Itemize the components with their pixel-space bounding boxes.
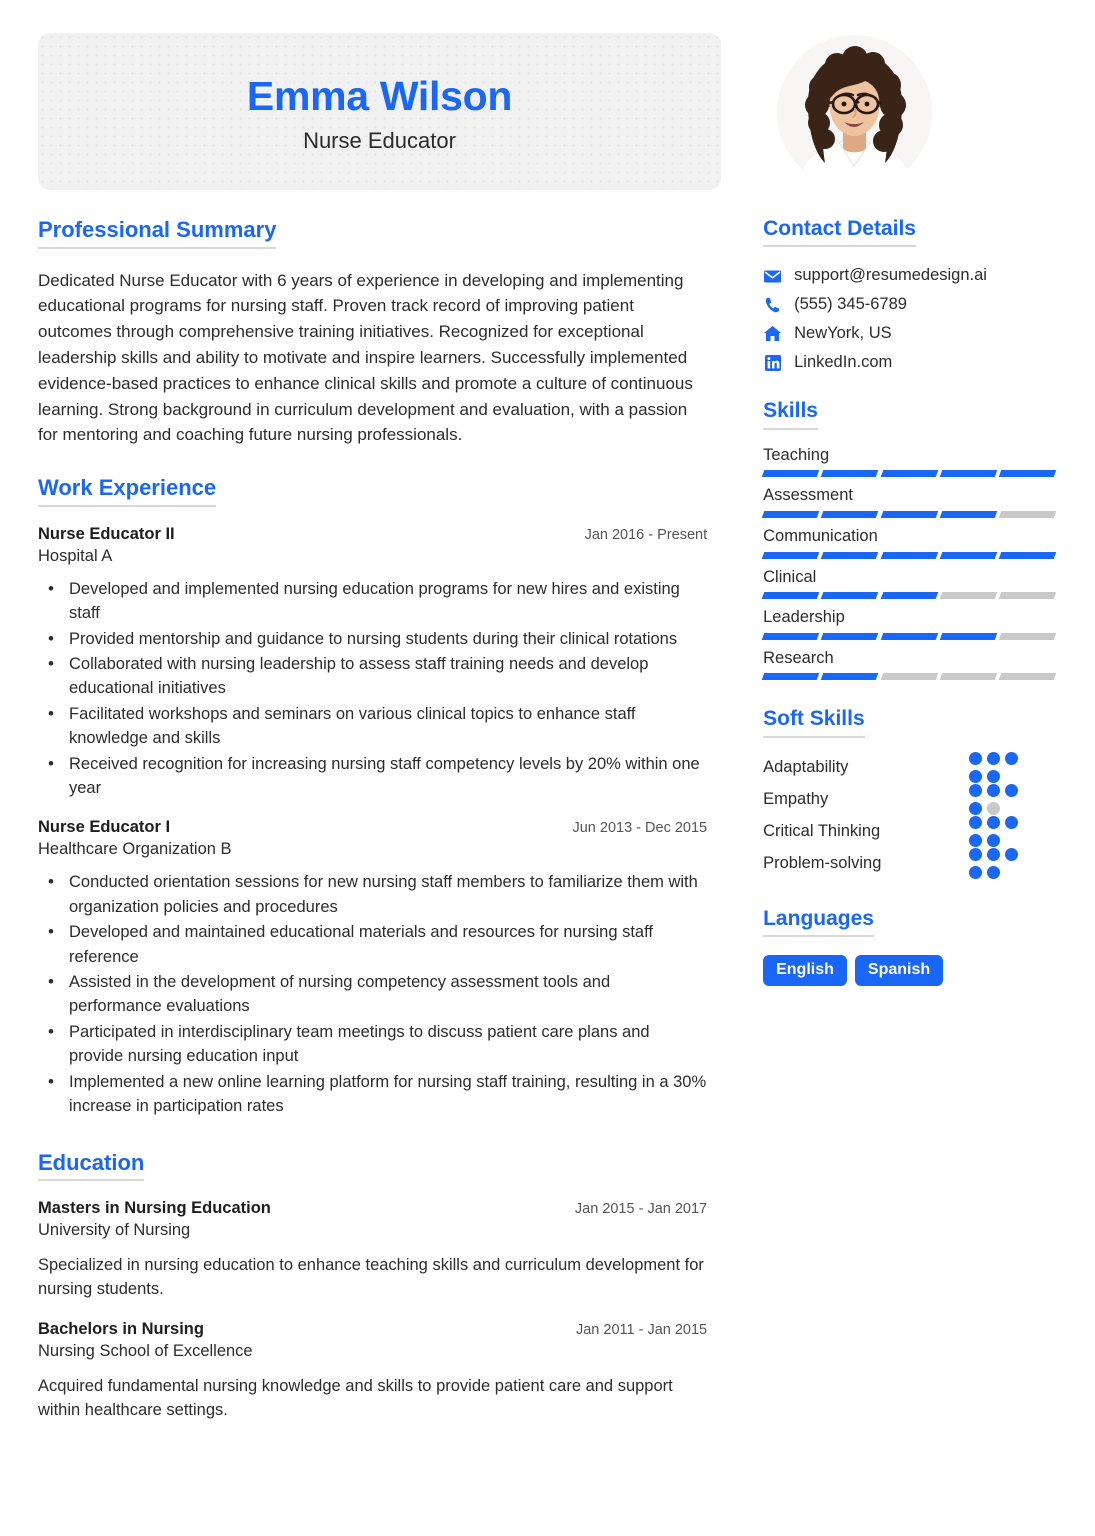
soft-skill-row: [763, 848, 1057, 880]
skill-row: [763, 567, 1057, 600]
soft-skill-row: [763, 752, 1057, 784]
skill-level-bar: [763, 673, 1055, 680]
linkedin-icon: [763, 354, 782, 371]
education-entry-title: Bachelors in Nursing: [38, 1319, 204, 1338]
education-entry: [38, 1199, 707, 1302]
envelope-icon: [763, 268, 782, 285]
work-entry-bullets: [38, 870, 707, 1118]
education-entry-title: Masters in Nursing Education: [38, 1199, 271, 1218]
education-entry-header: [38, 1199, 707, 1218]
work-entry-header: [38, 818, 707, 837]
work-entry-header: [38, 525, 707, 544]
skill-row: [763, 526, 1057, 559]
resume-body: [0, 216, 1095, 1423]
soft-skill-name: Adaptability: [763, 757, 849, 776]
work-entry-date: Jan 2016 - Present: [584, 526, 708, 543]
job-title: Nurse Educator: [303, 127, 456, 153]
contact-item-linkedin[interactable]: [763, 353, 1057, 373]
language-tag[interactable]: English: [763, 955, 847, 986]
soft-skill-dots: [969, 752, 1027, 783]
list-item: • Assisted in the development of nursing competency assessment tools and performance evaluations: [69, 970, 707, 1019]
list-item: • Facilitated workshops and seminars on various clinical topics to enhance staff knowledge and skills: [69, 702, 707, 751]
name-card: [38, 33, 721, 190]
contact-location-value: NewYork, US: [794, 323, 892, 342]
work-entry-date: Jun 2013 - Dec 2015: [572, 820, 708, 837]
skills-list: [763, 445, 1057, 681]
education-entry-header: [38, 1320, 707, 1339]
list-item: • Participated in interdisciplinary team meetings to discuss patient care plans and provide nursing education input: [69, 1020, 707, 1069]
contact-list: [763, 266, 1057, 372]
soft-skill-name: Empathy: [763, 789, 829, 808]
education-entry: [38, 1320, 707, 1423]
skill-row: [763, 607, 1057, 640]
work-entry-title: Nurse Educator I: [38, 818, 171, 837]
main-column: [38, 216, 707, 1423]
skill-name: Teaching: [763, 445, 830, 464]
soft-skill-dots: [969, 848, 1027, 879]
avatar: [777, 35, 932, 190]
home-icon: [763, 325, 782, 342]
education-entry-date: Jan 2011 - Jan 2015: [575, 1321, 708, 1338]
skill-name: Clinical: [763, 567, 817, 586]
sidebar-column: [763, 216, 1057, 986]
work-entry: [38, 525, 707, 801]
contact-linkedin-value: LinkedIn.com: [794, 352, 893, 371]
skill-level-bar: [763, 511, 1055, 518]
contact-phone-value: (555) 345-6789: [794, 295, 907, 314]
education-entry-date: Jan 2015 - Jan 2017: [574, 1201, 708, 1218]
summary-text: Dedicated Nurse Educator with 6 years of experience in developing and implementing educational programs for nursing staff. Proven track record of improving patient outcomes through comprehensive training initiatives. Recognized for exceptional leadership skills and ability to motivate and inspire learners. Successfully implemented evidence-based practices to enhance clinical skills and promote a culture of continuous learning. Strong background in curriculum development and evaluation, with a passion for mentoring and coaching future nursing professionals.: [38, 270, 693, 445]
section-professional-summary: [38, 216, 707, 448]
list-item: • Implemented a new online learning platform for nursing staff training, resulting in a 30% increase in participation rates: [69, 1070, 707, 1119]
education-entry-description: Specialized in nursing education to enhance teaching skills and curriculum development for nursing students.: [38, 1256, 704, 1299]
education-entry-description: Acquired fundamental nursing knowledge and skills to provide patient care and support within healthcare settings.: [38, 1376, 673, 1420]
avatar-wrapper: [777, 35, 932, 190]
section-heading-summary: Professional Summary: [38, 216, 276, 249]
education-entry-organization: Nursing School of Excellence: [38, 1341, 253, 1360]
section-soft-skills: [763, 706, 1057, 879]
section-work-experience: [38, 474, 707, 1118]
skill-level-bar: [763, 470, 1055, 477]
skill-name: Leadership: [763, 608, 845, 627]
skill-level-bar: [763, 633, 1055, 640]
section-heading-skills: Skills: [763, 398, 818, 429]
skill-level-bar: [763, 592, 1055, 599]
skill-name: Research: [763, 648, 834, 667]
list-item: • Collaborated with nursing leadership to assess staff training needs and develop educational initiatives: [69, 652, 707, 701]
phone-icon: [763, 296, 782, 313]
section-contact-details: [763, 216, 1057, 372]
skill-name: Assessment: [763, 486, 853, 505]
section-skills: [763, 398, 1057, 680]
soft-skill-name: Critical Thinking: [763, 821, 881, 840]
work-entry-organization: Hospital A: [38, 546, 113, 565]
list-item: • Provided mentorship and guidance to nursing students during their clinical rotations: [69, 627, 707, 651]
soft-skill-dots: [969, 816, 1027, 847]
education-entry-organization: University of Nursing: [38, 1221, 191, 1240]
list-item: • Conducted orientation sessions for new nursing staff members to familiarize them with organization policies and procedures: [69, 870, 707, 919]
contact-email-value: support@resumedesign.ai: [794, 266, 987, 285]
section-languages: [763, 906, 1057, 986]
skill-row: [763, 485, 1057, 518]
skill-name: Communication: [763, 526, 878, 545]
section-heading-contact: Contact Details: [763, 216, 916, 247]
skill-row: [763, 445, 1057, 478]
list-item: • Received recognition for increasing nursing staff competency levels by 20% within one year: [69, 752, 707, 801]
section-heading-languages: Languages: [763, 906, 874, 937]
contact-item-phone[interactable]: [763, 295, 1057, 315]
soft-skill-name: Problem-solving: [763, 853, 882, 872]
section-heading-work: Work Experience: [38, 474, 216, 507]
work-entry-bullets: [38, 577, 707, 801]
section-education: [38, 1149, 707, 1423]
section-heading-education: Education: [38, 1149, 144, 1182]
list-item: • Developed and maintained educational materials and resources for nursing staff reference: [69, 920, 707, 969]
resume-header: [0, 0, 1095, 190]
soft-skill-row: [763, 784, 1057, 816]
languages-list: [763, 955, 1057, 986]
contact-item-location[interactable]: [763, 324, 1057, 344]
soft-skills-list: [763, 752, 1057, 880]
soft-skill-row: [763, 816, 1057, 848]
work-entry-title: Nurse Educator II: [38, 524, 175, 543]
profile-photo-icon: [777, 35, 932, 190]
list-item: • Developed and implemented nursing education programs for new hires and existing staff: [69, 577, 707, 626]
skill-row: [763, 648, 1057, 681]
work-entry: [38, 818, 707, 1118]
language-tag[interactable]: Spanish: [855, 955, 943, 986]
skill-level-bar: [763, 552, 1055, 559]
soft-skill-dots: [969, 784, 1027, 815]
section-heading-soft-skills: Soft Skills: [763, 706, 865, 737]
contact-item-email[interactable]: [763, 266, 1057, 286]
work-entry-organization: Healthcare Organization B: [38, 840, 232, 859]
full-name: Emma Wilson: [246, 72, 513, 119]
